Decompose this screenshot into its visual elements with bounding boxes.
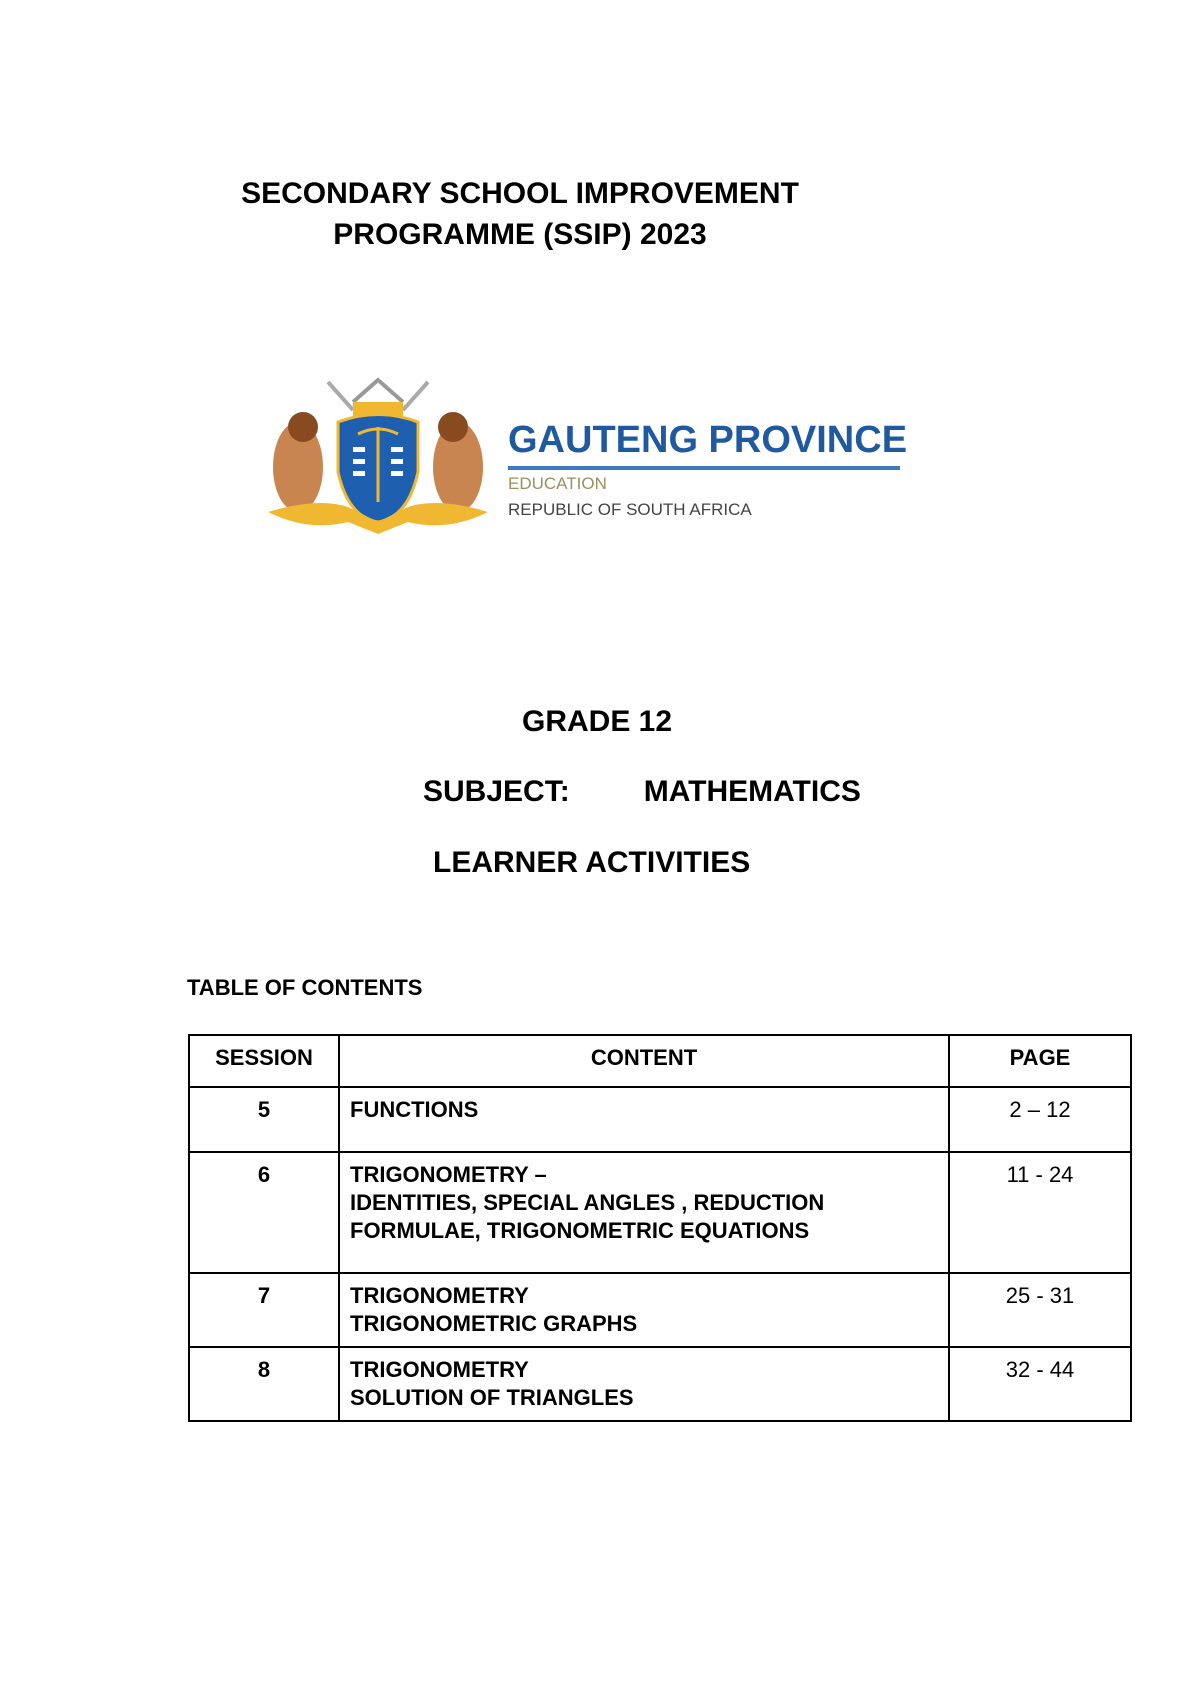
content-line: TRIGONOMETRIC GRAPHS	[350, 1311, 638, 1336]
table-row	[189, 1347, 1131, 1421]
title-line-1: SECONDARY SCHOOL IMPROVEMENT	[241, 177, 799, 210]
table-row	[189, 1087, 1131, 1152]
session-cell: 5	[189, 1087, 339, 1152]
logo-subtitle-country: REPUBLIC OF SOUTH AFRICA	[508, 500, 752, 519]
header-content: CONTENT	[339, 1035, 949, 1087]
document-type-heading: LEARNER ACTIVITIES	[433, 846, 751, 879]
table-row	[189, 1152, 1131, 1273]
content-line: TRIGONOMETRY	[350, 1283, 529, 1308]
content-line: TRIGONOMETRY –	[350, 1162, 547, 1187]
table-header-row	[189, 1035, 1131, 1087]
logo-underline	[508, 466, 900, 470]
header-session: SESSION	[189, 1035, 339, 1087]
subject-label: SUBJECT:	[423, 775, 570, 808]
session-cell: 7	[189, 1273, 339, 1347]
title-line-2: PROGRAMME (SSIP) 2023	[333, 218, 707, 251]
gauteng-education-logo	[258, 372, 958, 542]
page-cell: 2 – 12	[949, 1087, 1131, 1152]
content-line: TRIGONOMETRY	[350, 1357, 529, 1382]
toc-heading: TABLE OF CONTENTS	[187, 975, 423, 1000]
grade-heading: GRADE 12	[522, 705, 673, 738]
content-cell	[339, 1087, 949, 1152]
table-row	[189, 1273, 1131, 1347]
content-cell	[339, 1152, 949, 1273]
content-cell	[339, 1273, 949, 1347]
subject-value: MATHEMATICS	[643, 775, 861, 808]
logo-title: GAUTENG PROVINCE	[508, 419, 908, 461]
page-cell: 25 - 31	[949, 1273, 1131, 1347]
toc-table	[188, 1034, 1132, 1422]
content-cell	[339, 1347, 949, 1421]
content-line: FUNCTIONS	[350, 1097, 479, 1122]
coat-of-arms-icon	[258, 372, 498, 537]
session-cell: 6	[189, 1152, 339, 1273]
header-page: PAGE	[949, 1035, 1131, 1087]
session-cell: 8	[189, 1347, 339, 1421]
subject-line	[423, 774, 861, 810]
logo-subtitle-education: EDUCATION	[508, 474, 607, 493]
content-line: FORMULAE, TRIGONOMETRIC EQUATIONS	[350, 1218, 810, 1243]
page-cell: 11 - 24	[949, 1152, 1131, 1273]
content-line: IDENTITIES, SPECIAL ANGLES , REDUCTION	[350, 1190, 825, 1215]
page-cell: 32 - 44	[949, 1347, 1131, 1421]
content-line: SOLUTION OF TRIANGLES	[350, 1385, 634, 1410]
